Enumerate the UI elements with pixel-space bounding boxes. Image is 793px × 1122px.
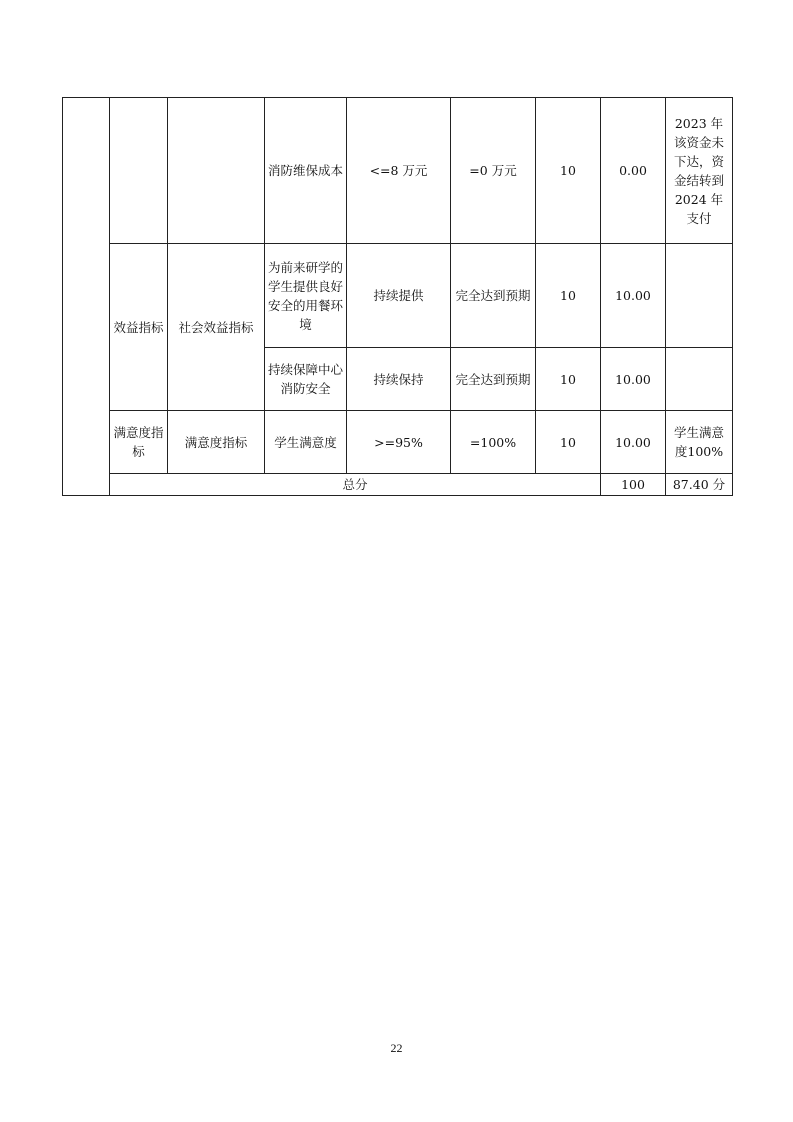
- target-cell: 持续提供: [347, 244, 451, 348]
- note-cell: 2023 年该资金未下达，资金结转到 2024 年支付: [666, 98, 733, 244]
- score-cell: 0.00: [601, 98, 666, 244]
- score-cell: 10.00: [601, 411, 666, 474]
- level1-cell: 满意度指标: [110, 411, 168, 474]
- note-cell: 学生满意度100%: [666, 411, 733, 474]
- weight-cell: 10: [536, 244, 601, 348]
- level3-cell: 为前来研学的学生提供良好安全的用餐环境: [265, 244, 347, 348]
- weight-cell: 10: [536, 98, 601, 244]
- score-cell: 10.00: [601, 244, 666, 348]
- note-cell: [666, 244, 733, 348]
- weight-cell: 10: [536, 411, 601, 474]
- total-weight-cell: 100: [601, 474, 666, 496]
- level2-cell: 社会效益指标: [168, 244, 265, 411]
- page-number: 22: [390, 1041, 403, 1055]
- level2-cell: [168, 98, 265, 244]
- level2-cell: 满意度指标: [168, 411, 265, 474]
- weight-cell: 10: [536, 348, 601, 411]
- level3-cell: 持续保障中心消防安全: [265, 348, 347, 411]
- level3-cell: 消防维保成本: [265, 98, 347, 244]
- total-label-cell: 总分: [110, 474, 601, 496]
- performance-table: [62, 97, 733, 496]
- target-cell: <=8 万元: [347, 98, 451, 244]
- level1-cell: 效益指标: [110, 244, 168, 411]
- actual-cell: 完全达到预期: [451, 244, 536, 348]
- score-cell: 10.00: [601, 348, 666, 411]
- actual-cell: =100%: [451, 411, 536, 474]
- target-cell: 持续保持: [347, 348, 451, 411]
- table-row-satisfaction: [63, 411, 733, 474]
- level0-cell: [63, 98, 110, 496]
- level1-cell: [110, 98, 168, 244]
- actual-cell: 完全达到预期: [451, 348, 536, 411]
- total-score-cell: 87.40 分: [666, 474, 733, 496]
- level3-cell: 学生满意度: [265, 411, 347, 474]
- note-cell: [666, 348, 733, 411]
- target-cell: >=95%: [347, 411, 451, 474]
- table-row-total: [63, 474, 733, 496]
- table-row-dining: [63, 244, 733, 348]
- actual-cell: =0 万元: [451, 98, 536, 244]
- table-row-fire-cost: [63, 98, 733, 244]
